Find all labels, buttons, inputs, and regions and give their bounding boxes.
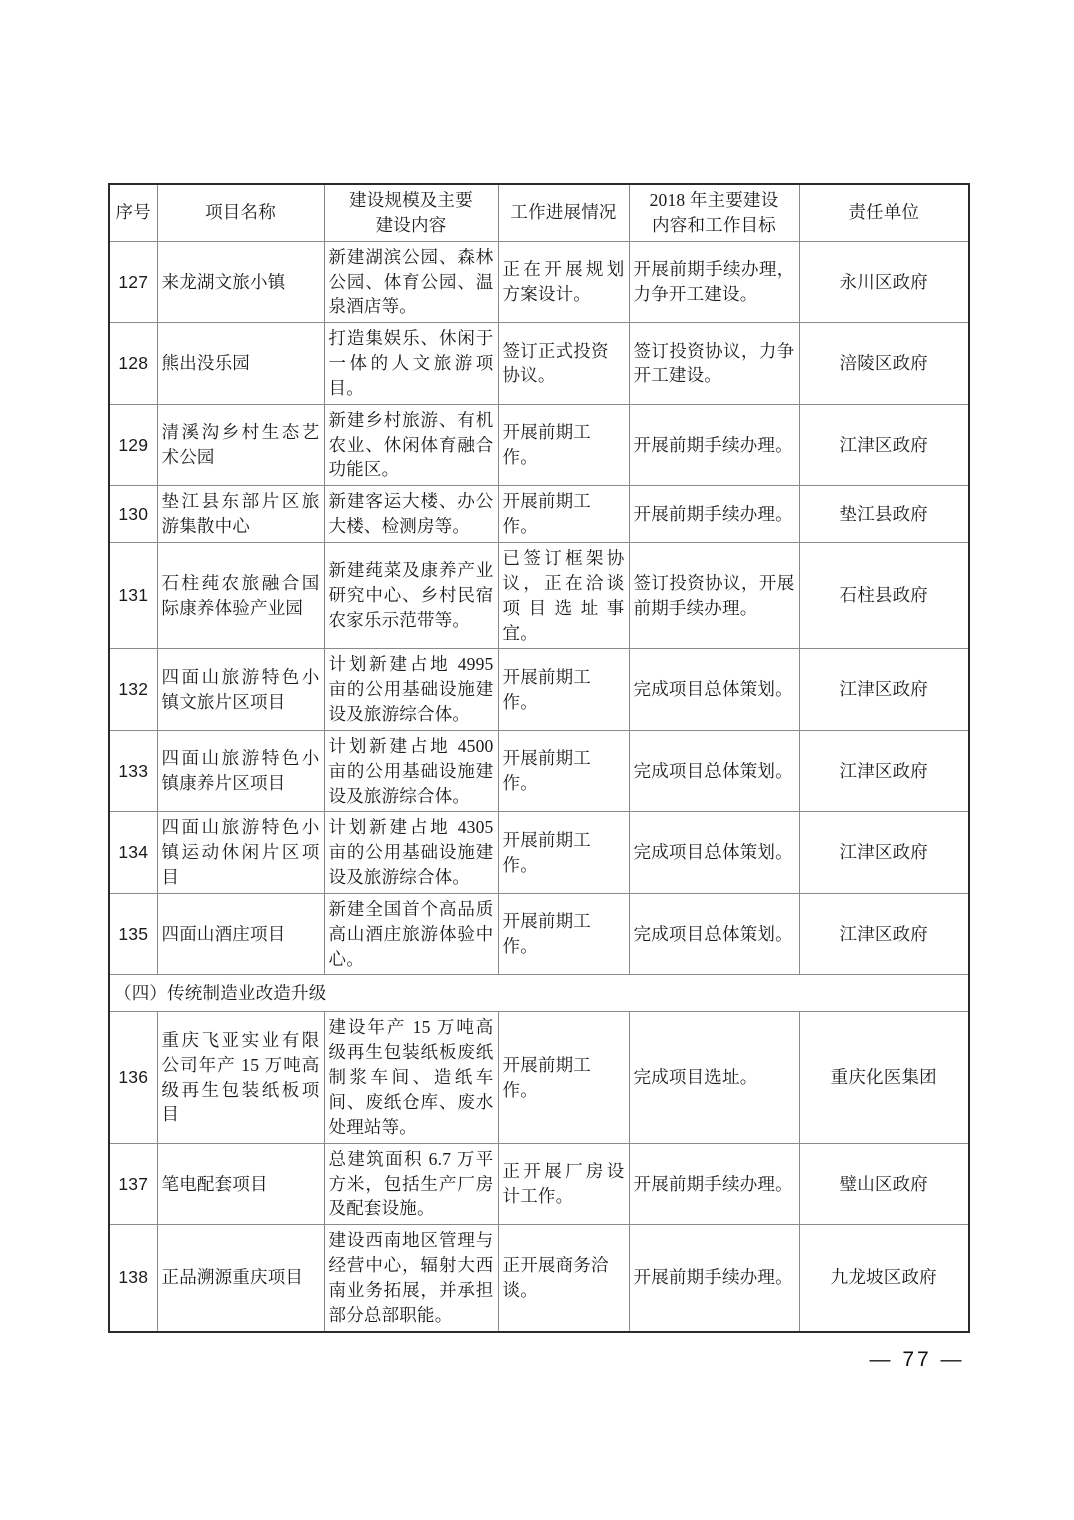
column-header-scale-content bbox=[324, 184, 498, 241]
cell-project-name: 垫江县东部片区旅游集散中心 bbox=[157, 486, 324, 543]
cell-progress: 开展前期工作。 bbox=[498, 730, 629, 812]
column-header-scale-line1: 建设规模及主要 bbox=[349, 190, 473, 210]
cell-progress: 开展前期工作。 bbox=[498, 893, 629, 975]
column-header-responsible-unit: 责任单位 bbox=[799, 184, 969, 241]
table-row bbox=[109, 404, 969, 486]
cell-2018-goal: 完成项目总体策划。 bbox=[629, 649, 799, 731]
section-title: （四）传统制造业改造升级 bbox=[109, 975, 969, 1012]
cell-2018-goal: 完成项目选址。 bbox=[629, 1012, 799, 1143]
cell-responsible-unit: 九龙坡区政府 bbox=[799, 1225, 969, 1332]
cell-responsible-unit: 永川区政府 bbox=[799, 241, 969, 323]
cell-scale-content: 计划新建占地 4995 亩的公用基础设施建设及旅游综合体。 bbox=[324, 649, 498, 731]
table-row bbox=[109, 812, 969, 894]
table-section-row bbox=[109, 975, 969, 1012]
cell-scale-content: 新建乡村旅游、有机农业、休闲体育融合功能区。 bbox=[324, 404, 498, 486]
cell-scale-content: 打造集娱乐、休闲于一体的人文旅游项目。 bbox=[324, 323, 498, 405]
cell-sequence: 130 bbox=[109, 486, 157, 543]
cell-project-name: 四面山旅游特色小镇运动休闲片区项目 bbox=[157, 812, 324, 894]
table-header-row bbox=[109, 184, 969, 241]
table-row bbox=[109, 1225, 969, 1332]
cell-progress: 已签订框架协议，正在洽谈项目选址事宜。 bbox=[498, 542, 629, 648]
cell-sequence: 129 bbox=[109, 404, 157, 486]
cell-responsible-unit: 江津区政府 bbox=[799, 404, 969, 486]
cell-responsible-unit: 涪陵区政府 bbox=[799, 323, 969, 405]
cell-progress: 正开展商务洽谈。 bbox=[498, 1225, 629, 1332]
cell-scale-content: 建设年产 15 万吨高级再生包装纸板废纸制浆车间、造纸车间、废纸仓库、废水处理站等。 bbox=[324, 1012, 498, 1143]
cell-2018-goal: 完成项目总体策划。 bbox=[629, 893, 799, 975]
table-body bbox=[109, 241, 969, 1331]
cell-sequence: 128 bbox=[109, 323, 157, 405]
column-header-progress: 工作进展情况 bbox=[498, 184, 629, 241]
cell-sequence: 134 bbox=[109, 812, 157, 894]
cell-progress: 签订正式投资协议。 bbox=[498, 323, 629, 405]
cell-responsible-unit: 江津区政府 bbox=[799, 649, 969, 731]
cell-scale-content: 新建全国首个高品质高山酒庄旅游体验中心。 bbox=[324, 893, 498, 975]
page-footer bbox=[0, 1348, 1074, 1372]
cell-project-name: 来龙湖文旅小镇 bbox=[157, 241, 324, 323]
table-row bbox=[109, 1143, 969, 1225]
cell-scale-content: 计划新建占地 4305 亩的公用基础设施建设及旅游综合体。 bbox=[324, 812, 498, 894]
cell-progress: 开展前期工作。 bbox=[498, 649, 629, 731]
table-row bbox=[109, 649, 969, 731]
cell-scale-content: 新建客运大楼、办公大楼、检测房等。 bbox=[324, 486, 498, 543]
column-header-goal-line2: 内容和工作目标 bbox=[652, 214, 776, 235]
cell-2018-goal: 完成项目总体策划。 bbox=[629, 812, 799, 894]
cell-project-name: 四面山旅游特色小镇文旅片区项目 bbox=[157, 649, 324, 731]
cell-2018-goal: 开展前期手续办理。 bbox=[629, 1225, 799, 1332]
cell-sequence: 133 bbox=[109, 730, 157, 812]
column-header-project-name: 项目名称 bbox=[157, 184, 324, 241]
cell-scale-content: 计划新建占地 4500 亩的公用基础设施建设及旅游综合体。 bbox=[324, 730, 498, 812]
table-row bbox=[109, 323, 969, 405]
cell-scale-content: 建设西南地区管理与经营中心，辐射大西南业务拓展，并承担部分总部职能。 bbox=[324, 1225, 498, 1332]
cell-sequence: 137 bbox=[109, 1143, 157, 1225]
cell-2018-goal: 签订投资协议，开展前期手续办理。 bbox=[629, 542, 799, 648]
cell-2018-goal: 完成项目总体策划。 bbox=[629, 730, 799, 812]
cell-sequence: 132 bbox=[109, 649, 157, 731]
column-header-sequence: 序号 bbox=[109, 184, 157, 241]
cell-responsible-unit: 江津区政府 bbox=[799, 893, 969, 975]
column-header-2018-goal bbox=[629, 184, 799, 241]
cell-sequence: 136 bbox=[109, 1012, 157, 1143]
table-row bbox=[109, 730, 969, 812]
table-row bbox=[109, 1012, 969, 1143]
cell-project-name: 清溪沟乡村生态艺术公园 bbox=[157, 404, 324, 486]
table-row bbox=[109, 893, 969, 975]
cell-2018-goal: 开展前期手续办理。 bbox=[629, 404, 799, 486]
cell-sequence: 135 bbox=[109, 893, 157, 975]
cell-progress: 开展前期工作。 bbox=[498, 812, 629, 894]
cell-responsible-unit: 江津区政府 bbox=[799, 812, 969, 894]
cell-progress: 正在开展规划方案设计。 bbox=[498, 241, 629, 323]
cell-progress: 开展前期工作。 bbox=[498, 486, 629, 543]
cell-project-name: 四面山旅游特色小镇康养片区项目 bbox=[157, 730, 324, 812]
table-row bbox=[109, 542, 969, 648]
cell-responsible-unit: 江津区政府 bbox=[799, 730, 969, 812]
cell-project-name: 四面山酒庄项目 bbox=[157, 893, 324, 975]
table-header bbox=[109, 184, 969, 241]
table-row bbox=[109, 241, 969, 323]
project-table-container bbox=[108, 183, 968, 1333]
cell-sequence: 131 bbox=[109, 542, 157, 648]
cell-2018-goal: 开展前期手续办理。 bbox=[629, 486, 799, 543]
cell-2018-goal: 签订投资协议，力争开工建设。 bbox=[629, 323, 799, 405]
cell-scale-content: 新建莼菜及康养产业研究中心、乡村民宿农家乐示范带等。 bbox=[324, 542, 498, 648]
cell-responsible-unit: 璧山区政府 bbox=[799, 1143, 969, 1225]
project-table bbox=[108, 183, 970, 1333]
cell-project-name: 正品溯源重庆项目 bbox=[157, 1225, 324, 1332]
cell-project-name: 石柱莼农旅融合国际康养体验产业园 bbox=[157, 542, 324, 648]
cell-scale-content: 新建湖滨公园、森林公园、体育公园、温泉酒店等。 bbox=[324, 241, 498, 323]
cell-progress: 正开展厂房设计工作。 bbox=[498, 1143, 629, 1225]
cell-responsible-unit: 石柱县政府 bbox=[799, 542, 969, 648]
column-header-scale-line2: 建设内容 bbox=[375, 214, 447, 235]
cell-responsible-unit: 垫江县政府 bbox=[799, 486, 969, 543]
cell-project-name: 笔电配套项目 bbox=[157, 1143, 324, 1225]
page-number: — 77 — bbox=[869, 1348, 965, 1371]
column-header-goal-line1: 2018 年主要建设 bbox=[649, 190, 779, 210]
cell-responsible-unit: 重庆化医集团 bbox=[799, 1012, 969, 1143]
cell-sequence: 138 bbox=[109, 1225, 157, 1332]
table-row bbox=[109, 486, 969, 543]
cell-2018-goal: 开展前期手续办理，力争开工建设。 bbox=[629, 241, 799, 323]
cell-sequence: 127 bbox=[109, 241, 157, 323]
cell-project-name: 重庆飞亚实业有限公司年产 15 万吨高级再生包装纸板项目 bbox=[157, 1012, 324, 1143]
cell-2018-goal: 开展前期手续办理。 bbox=[629, 1143, 799, 1225]
cell-progress: 开展前期工作。 bbox=[498, 1012, 629, 1143]
cell-scale-content: 总建筑面积 6.7 万平方米，包括生产厂房及配套设施。 bbox=[324, 1143, 498, 1225]
cell-progress: 开展前期工作。 bbox=[498, 404, 629, 486]
cell-project-name: 熊出没乐园 bbox=[157, 323, 324, 405]
